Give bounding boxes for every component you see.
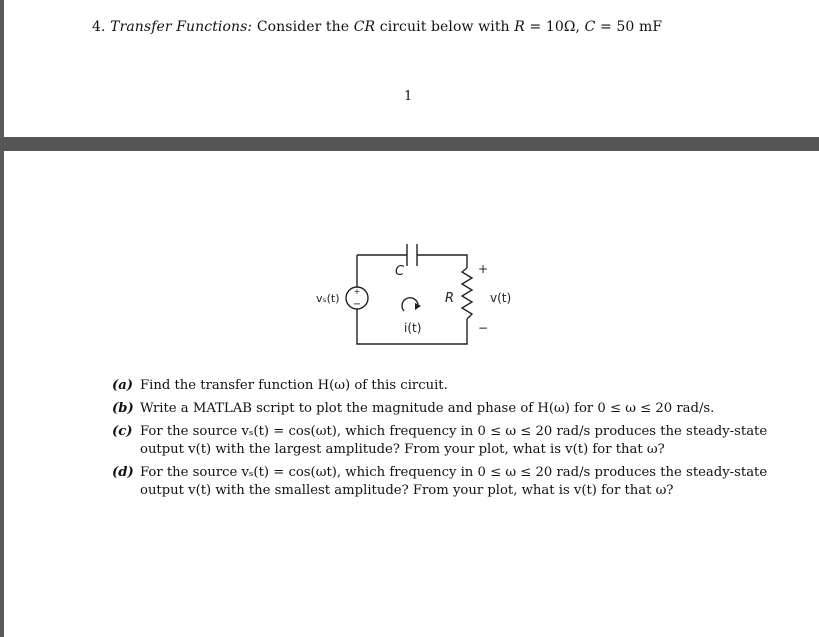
problem-mid: circuit below with	[379, 19, 510, 35]
part-c	[112, 423, 772, 459]
c-value: = 50 mF	[600, 19, 663, 35]
part-text	[140, 377, 772, 395]
page-number: 1	[404, 89, 413, 104]
circuit-diagram	[294, 239, 524, 354]
part-text	[140, 464, 772, 500]
resistor-label: R	[445, 291, 455, 306]
problem-title: Transfer Functions:	[110, 19, 253, 35]
capacitor-label: C	[395, 264, 405, 279]
part-line: output v(t) with the smallest amplitude? From your plot, what is v(t) for that ω?	[140, 483, 674, 498]
part-label: (b)	[112, 401, 134, 416]
source-label: vₛ(t)	[316, 292, 340, 305]
part-line: For the source vₛ(t) = cos(ωt), which frequency in 0 ≤ ω ≤ 20 rad/s produces the steady-state	[140, 465, 768, 480]
part-line: output v(t) with the largest amplitude? From your plot, what is v(t) for that ω?	[140, 442, 665, 457]
part-line: Write a MATLAB script to plot the magnitude and phase of H(ω) for 0 ≤ ω ≤ 20 rad/s.	[140, 401, 715, 416]
source-plus-sign: +	[353, 287, 361, 296]
page-divider	[0, 137, 819, 151]
part-text	[140, 423, 772, 459]
part-text	[140, 400, 772, 418]
source-minus-sign: −	[352, 299, 362, 310]
r-variable: R	[514, 19, 525, 35]
part-label: (d)	[112, 465, 134, 480]
r-value: = 10Ω,	[529, 19, 581, 35]
part-b	[112, 400, 772, 418]
circuit-name: CR	[353, 19, 376, 35]
resistor-zigzag	[462, 268, 472, 319]
current-label: i(t)	[404, 321, 422, 335]
part-label: (c)	[112, 424, 133, 439]
part-d	[112, 464, 772, 500]
page-1	[4, 0, 819, 137]
problem-number: 4.	[92, 19, 106, 35]
output-minus-sign: −	[478, 321, 489, 335]
part-line: Find the transfer function H(ω) of this circuit.	[140, 378, 448, 393]
problem-intro: Consider the	[256, 19, 350, 35]
output-plus-sign: +	[478, 262, 489, 276]
wire-top-right	[417, 255, 467, 268]
part-label: (a)	[112, 378, 134, 393]
problem-statement	[92, 19, 662, 35]
c-variable: C	[584, 19, 596, 35]
output-label: v(t)	[490, 291, 512, 305]
part-line: For the source vₛ(t) = cos(ωt), which frequency in 0 ≤ ω ≤ 20 rad/s produces the steady-state	[140, 424, 768, 439]
problem-parts	[112, 377, 772, 505]
part-a	[112, 377, 772, 395]
page-2	[4, 151, 819, 637]
